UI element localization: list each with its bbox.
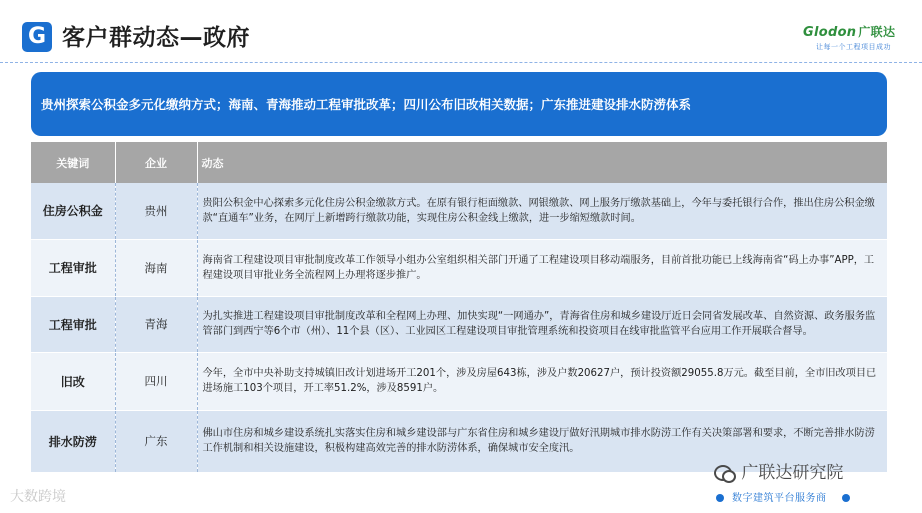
table-row [31, 239, 887, 296]
keyword-cell: 排水防涝 [31, 410, 115, 472]
company-cell: 广东 [115, 410, 197, 472]
keyword-cell: 工程审批 [31, 239, 115, 296]
brand-name-cn: 广联达 [858, 25, 896, 39]
dynamics-table [31, 142, 888, 473]
company-cell: 青海 [115, 296, 197, 352]
wechat-icon [714, 465, 732, 481]
header-divider [0, 62, 922, 63]
brand-slogan: 让每一个工程项目成功 [816, 43, 891, 51]
company-cell: 四川 [115, 352, 197, 410]
column-header-activity: 动态 [197, 142, 887, 183]
table-row [31, 296, 887, 352]
brand-logo [803, 23, 895, 40]
keyword-cell: 住房公积金 [31, 183, 115, 239]
table-header-row [31, 142, 887, 183]
footer-dot-right [842, 494, 850, 502]
table-row [31, 352, 887, 410]
footer-tagline: 数字建筑平台服务商 [732, 493, 827, 504]
g-logo-icon: G [22, 22, 52, 52]
summary-banner: 贵州探索公积金多元化缴纳方式；海南、青海推动工程审批改革；四川公布旧改相关数据；广东推进建设排水防涝体系 [31, 72, 887, 136]
watermark-glodon-research-text: 广联达研究院 [741, 463, 844, 483]
activity-cell: 为扎实推进工程建设项目审批制度改革和全程网上办理、加快实现“一网通办”，青海省住房和城乡建设厅近日会同省发展改革、自然资源、政务服务监管部门到西宁等6个市（州）、11个县（区）、工业园区工程建设项目审批管理系统和投资项目在线审批监管平台应用工作开展联合督导。 [197, 296, 887, 352]
watermark-dashu: 大数跨境 [10, 489, 66, 505]
column-header-keyword: 关键词 [31, 142, 115, 183]
company-cell: 海南 [115, 239, 197, 296]
page-title: 客户群动态—政府 [62, 25, 250, 51]
activity-cell: 海南省工程建设项目审批制度改革工作领导小组办公室组织相关部门开通了工程建设项目移动端服务，目前首批功能已上线海南省“码上办事”APP，工程建设项目审批业务全流程网上办理将逐步推广。 [197, 239, 887, 296]
watermark-glodon-research [714, 458, 843, 483]
keyword-cell: 工程审批 [31, 296, 115, 352]
activity-cell: 今年，全市中央补助支持城镇旧改计划进场开工201个，涉及房屋643栋，涉及户数20627户，预计投资额29055.8万元。截至目前，全市旧改项目已进场施工103个项目，开工率51.2%，涉及8591户。 [197, 352, 887, 410]
company-cell: 贵州 [115, 183, 197, 239]
activity-cell: 贵阳公积金中心探索多元化住房公积金缴款方式。在原有银行柜面缴款、网银缴款、网上服务厅缴款基础上，今年与委托银行合作，推出住房公积金缴款“直通车”业务，在网厅上新增跨行缴款功能，实现住房公积金线上缴款，进一步缩短缴款时间。 [197, 183, 887, 239]
brand-name: Glodon [803, 25, 857, 40]
table-row [31, 183, 887, 239]
footer-dot-left [716, 494, 724, 502]
activity-cell: 佛山市住房和城乡建设系统扎实落实住房和城乡建设部与广东省住房和城乡建设厅做好汛期城市排水防涝工作有关决策部署和要求，不断完善排水防涝工作机制和相关设施建设，积极构建高效完善的排水防涝体系，确保城市安全度汛。 [197, 410, 887, 472]
keyword-cell: 旧改 [31, 352, 115, 410]
slide-header [0, 0, 922, 62]
column-header-company: 企业 [115, 142, 197, 183]
